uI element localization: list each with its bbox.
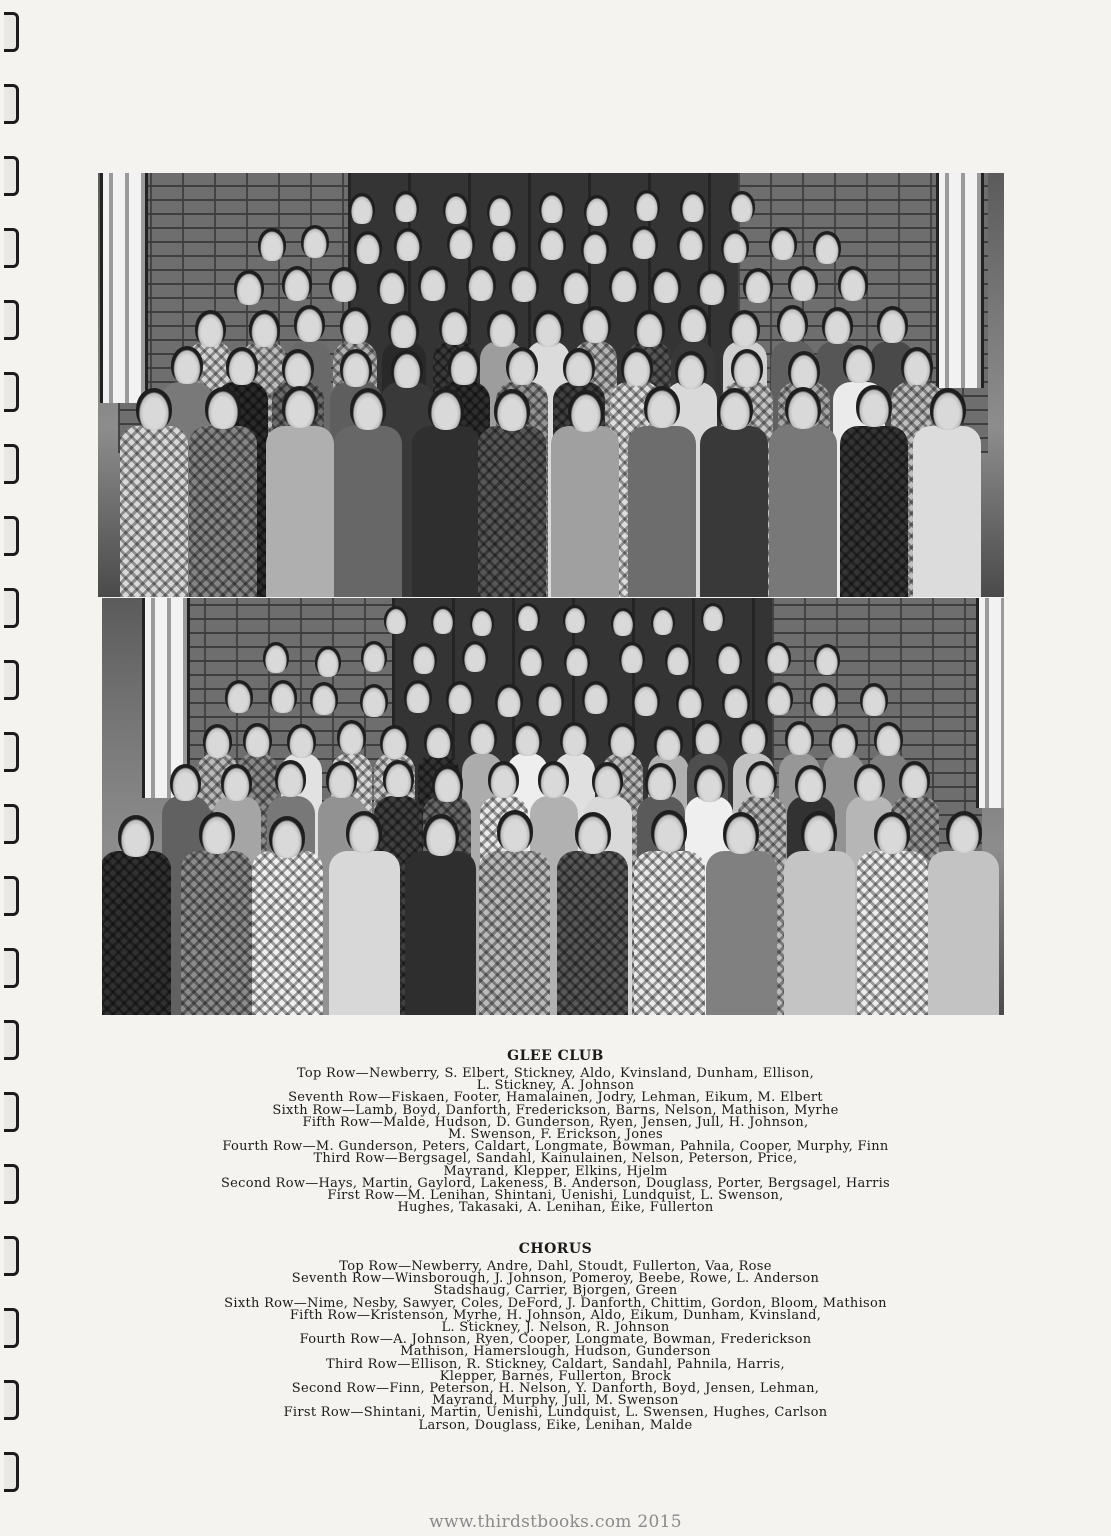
glee-club-photo xyxy=(98,173,1004,597)
person-head xyxy=(506,347,538,385)
person-head xyxy=(769,227,797,260)
person-head xyxy=(717,388,753,430)
person-head xyxy=(822,307,853,344)
person-head xyxy=(439,308,470,345)
person-head xyxy=(838,266,868,301)
binding-ring xyxy=(4,372,19,412)
person-head xyxy=(349,193,375,224)
person-head xyxy=(448,347,480,385)
person-head xyxy=(930,388,966,430)
person-head xyxy=(466,266,496,301)
person-head xyxy=(487,310,518,347)
person-head xyxy=(447,226,475,259)
person-head xyxy=(315,646,341,677)
person-head xyxy=(899,761,930,798)
person-head xyxy=(404,680,432,713)
person-head xyxy=(350,388,386,430)
caption-line: M. Swenson, F. Erickson, Jones xyxy=(447,1127,663,1143)
person-head xyxy=(513,722,542,756)
caption-line: Second Row—Finn, Peterson, H. Nelson, Y. Danforth, Boyd, Jensen, Lehman, xyxy=(291,1381,820,1397)
person-head xyxy=(765,682,793,715)
person-head xyxy=(234,270,264,305)
person-head xyxy=(170,764,201,801)
person-head xyxy=(743,268,773,303)
binding-ring xyxy=(4,444,19,484)
person-head xyxy=(118,815,154,857)
person-head xyxy=(509,267,539,302)
caption-line: Third Row—Bergsagel, Sandahl, Kainulainen, Nelson, Peterson, Price, xyxy=(313,1151,798,1167)
person-head xyxy=(901,347,933,385)
person-head xyxy=(199,812,235,854)
person-head xyxy=(539,192,565,223)
person-head xyxy=(701,603,725,631)
person-head xyxy=(394,228,422,261)
person-head xyxy=(575,812,611,854)
person-body xyxy=(405,851,476,1015)
person-head xyxy=(243,723,272,757)
person-head xyxy=(536,683,564,716)
person-head xyxy=(632,683,660,716)
person-body xyxy=(784,851,855,1015)
person-head xyxy=(258,228,286,261)
person-head xyxy=(380,725,409,759)
caption-line: Klepper, Barnes, Fullerton, Brock xyxy=(439,1368,672,1384)
person-head xyxy=(860,683,888,716)
binding-ring xyxy=(4,804,19,844)
person-head xyxy=(680,191,706,222)
person-head xyxy=(654,726,683,760)
person-head xyxy=(854,764,885,801)
person-head xyxy=(729,310,760,347)
person-head xyxy=(287,724,316,758)
person-head xyxy=(675,351,707,389)
person-head xyxy=(581,231,609,264)
person-head xyxy=(694,765,725,802)
person-head xyxy=(443,193,469,224)
binding-ring xyxy=(4,876,19,916)
person-head xyxy=(608,723,637,757)
caption-line: Third Row—Ellison, R. Stickney, Caldart, Sandahl, Pahnila, Harris, xyxy=(326,1356,785,1372)
person-head xyxy=(777,305,808,342)
person-body xyxy=(412,426,480,597)
person-head xyxy=(651,810,687,852)
person-head xyxy=(411,643,437,674)
person-head xyxy=(282,266,312,301)
person-head xyxy=(560,722,589,756)
caption-line: Hughes, Takasaki, A. Lenihan, Eike, Fullerton xyxy=(397,1200,714,1216)
chorus-photo xyxy=(102,598,1004,1015)
binding-ring xyxy=(4,12,19,52)
person-head xyxy=(203,724,232,758)
person-head xyxy=(205,387,241,429)
caption-line: Sixth Row—Lamb, Boyd, Danforth, Frederickson, Barns, Nelson, Mathison, Myrhe xyxy=(272,1102,839,1118)
person-head xyxy=(516,603,540,631)
person-head xyxy=(418,266,448,301)
caption-line: Top Row—Newberry, Andre, Dahl, Stoudt, Fullerton, Vaa, Rose xyxy=(339,1259,772,1274)
binding-ring xyxy=(4,1452,19,1492)
binding-ring xyxy=(4,228,19,268)
person-body xyxy=(700,426,768,597)
person-head xyxy=(814,644,840,675)
person-head xyxy=(630,226,658,259)
person-head xyxy=(538,227,566,260)
person-body xyxy=(329,851,400,1015)
person-head xyxy=(384,606,408,634)
binding-ring xyxy=(4,300,19,340)
person-head xyxy=(346,811,382,853)
person-body xyxy=(189,426,257,597)
person-head xyxy=(651,607,675,635)
person-head xyxy=(946,811,982,853)
person-head xyxy=(678,305,709,342)
person-head xyxy=(468,720,497,754)
person-head xyxy=(424,724,453,758)
person-head xyxy=(563,605,587,633)
binding-ring xyxy=(4,156,19,196)
chorus-title: CHORUS xyxy=(518,1241,593,1257)
person-head xyxy=(621,348,653,386)
person-body xyxy=(102,851,171,1015)
person-head xyxy=(813,231,841,264)
person-head xyxy=(225,680,253,713)
person-head xyxy=(518,645,544,676)
person-head xyxy=(533,310,564,347)
person-head xyxy=(337,720,366,754)
person-head xyxy=(428,388,464,430)
person-head xyxy=(221,764,252,801)
caption-line: Mathison, Hamerslough, Hudson, Gunderson xyxy=(400,1344,711,1360)
person-head xyxy=(497,810,533,852)
caption-line: Fourth Row—A. Johnson, Ryen, Cooper, Longmate, Bowman, Frederickson xyxy=(299,1332,812,1348)
person-head xyxy=(269,816,305,858)
person-head xyxy=(619,642,645,673)
person-head xyxy=(391,350,423,388)
caption-line: Fifth Row—Kristenson, Myrhe, H. Johnson, Aldo, Eikum, Dunham, Kvinsland, xyxy=(289,1307,822,1323)
caption-line: First Row—Shintani, Martin, Uenishi, Lundquist, L. Swensen, Hughes, Carlson xyxy=(283,1405,828,1421)
person-body xyxy=(634,851,705,1015)
person-head xyxy=(393,191,419,222)
person-body xyxy=(181,851,252,1015)
person-head xyxy=(716,643,742,674)
person-body xyxy=(120,426,188,597)
caption-line: Stadshaug, Carrier, Bjorgen, Green xyxy=(433,1283,678,1299)
person-body xyxy=(478,426,546,597)
caption-line: First Row—M. Lenihan, Shintani, Uenishi, Lundquist, L. Swenson, xyxy=(327,1188,784,1204)
caption-line: Fourth Row—M. Gunderson, Peters, Caldart, Longmate, Bowman, Pahnila, Cooper, Murphy, Finn xyxy=(222,1139,889,1155)
person-head xyxy=(301,225,329,258)
person-body xyxy=(266,426,334,597)
person-head xyxy=(538,761,569,798)
caption-line: Seventh Row—Winsborough, J. Johnson, Pomeroy, Beebe, Rowe, L. Anderson xyxy=(291,1271,820,1287)
person-head xyxy=(136,388,172,430)
person-head xyxy=(634,310,665,347)
caption-line: Sixth Row—Nime, Nesby, Sawyer, Coles, DeFord, J. Danforth, Chittim, Gordon, Bloom, Mathison xyxy=(224,1295,887,1311)
person-head xyxy=(490,228,518,261)
person-head xyxy=(488,761,519,798)
person-head xyxy=(874,812,910,854)
person-head xyxy=(592,762,623,799)
person-head xyxy=(697,270,727,305)
person-head xyxy=(801,811,837,853)
person-head xyxy=(665,644,691,675)
person-head xyxy=(487,195,513,226)
person-head xyxy=(609,267,639,302)
person-head xyxy=(269,680,297,713)
person-head xyxy=(326,761,357,798)
person-head xyxy=(462,641,488,672)
person-head xyxy=(746,761,777,798)
person-head xyxy=(563,348,595,386)
person-body xyxy=(334,426,402,597)
person-head xyxy=(275,760,306,797)
glee-club-title: GLEE CLUB xyxy=(507,1048,604,1064)
caption-line: L. Stickney, J. Nelson, R. Johnson xyxy=(441,1320,670,1336)
person-head xyxy=(360,684,388,717)
person-head xyxy=(785,387,821,429)
caption-line: Mayrand, Murphy, Jull, M. Swenson xyxy=(432,1393,679,1409)
caption-line: Top Row—Newberry, S. Elbert, Stickney, Aldo, Kvinsland, Dunham, Ellison, xyxy=(296,1066,815,1081)
person-head xyxy=(739,720,768,754)
person-body xyxy=(479,851,550,1015)
binding-ring xyxy=(4,588,19,628)
caption-line: L. Stickney, A. Johnson xyxy=(476,1078,635,1094)
footer-watermark: www.thirdstbooks.com 2015 xyxy=(429,1512,682,1532)
person-head xyxy=(584,195,610,226)
binding-ring xyxy=(4,948,19,988)
person-head xyxy=(329,267,359,302)
person-head xyxy=(354,231,382,264)
person-head xyxy=(877,306,908,343)
person-body xyxy=(557,851,628,1015)
person-head xyxy=(785,721,814,755)
person-head xyxy=(195,310,226,347)
person-head xyxy=(446,681,474,714)
person-head xyxy=(765,642,791,673)
group-crowd xyxy=(98,173,1004,597)
person-head xyxy=(263,642,289,673)
binding-ring xyxy=(4,516,19,556)
person-head xyxy=(723,812,759,854)
person-head xyxy=(388,311,419,348)
person-head xyxy=(432,765,463,802)
person-head xyxy=(634,190,660,221)
binding-ring xyxy=(4,732,19,772)
person-head xyxy=(377,269,407,304)
person-body xyxy=(551,426,619,597)
person-head xyxy=(731,349,763,387)
glee-club-caption xyxy=(0,1047,1111,1214)
caption-line: Larson, Douglass, Eike, Lenihan, Malde xyxy=(418,1417,693,1433)
person-head xyxy=(470,608,494,636)
person-head xyxy=(282,386,318,428)
person-head xyxy=(810,683,838,716)
person-body xyxy=(857,851,928,1015)
person-head xyxy=(677,227,705,260)
person-body xyxy=(706,851,777,1015)
caption-line: Second Row—Hays, Martin, Gaylord, Lakeness, B. Anderson, Douglass, Porter, Bergsagel, Harris xyxy=(220,1175,891,1191)
person-head xyxy=(340,307,371,344)
person-head xyxy=(431,606,455,634)
caption-line: Mayrand, Klepper, Elkins, Hjelm xyxy=(443,1163,668,1179)
person-head xyxy=(874,722,903,756)
chorus-caption xyxy=(0,1240,1111,1432)
person-head xyxy=(340,349,372,387)
person-head xyxy=(568,390,604,432)
person-head xyxy=(795,765,826,802)
person-head xyxy=(582,681,610,714)
person-head xyxy=(856,385,892,427)
person-body xyxy=(840,426,908,597)
caption-line: Fifth Row—Malde, Hudson, D. Gunderson, Ryen, Jensen, Jull, H. Johnson, xyxy=(302,1114,809,1130)
person-head xyxy=(423,814,459,856)
person-head xyxy=(651,268,681,303)
person-head xyxy=(693,720,722,754)
binding-ring xyxy=(4,660,19,700)
person-head xyxy=(729,191,755,222)
person-head xyxy=(611,608,635,636)
person-head xyxy=(495,684,523,717)
person-head xyxy=(721,230,749,263)
person-body xyxy=(769,426,837,597)
person-head xyxy=(294,305,325,342)
person-body xyxy=(628,426,696,597)
person-head xyxy=(494,389,530,431)
binding-ring xyxy=(4,84,19,124)
person-head xyxy=(843,345,875,383)
person-head xyxy=(310,682,338,715)
person-body xyxy=(928,851,999,1015)
person-head xyxy=(829,724,858,758)
person-head xyxy=(722,685,750,718)
person-head xyxy=(282,349,314,387)
person-head xyxy=(644,386,680,428)
person-head xyxy=(564,645,590,676)
person-head xyxy=(226,347,258,385)
person-body xyxy=(252,851,323,1015)
caption-line: Seventh Row—Fiskaen, Footer, Hamalainen, Jodry, Lehman, Eikum, M. Elbert xyxy=(288,1090,823,1106)
group-crowd xyxy=(102,598,1004,1015)
person-head xyxy=(645,763,676,800)
person-head xyxy=(249,310,280,347)
person-head xyxy=(676,685,704,718)
person-body xyxy=(913,426,981,597)
person-head xyxy=(171,346,203,384)
person-head xyxy=(788,351,820,389)
person-head xyxy=(361,641,387,672)
person-head xyxy=(383,760,414,797)
person-head xyxy=(580,306,611,343)
person-head xyxy=(561,269,591,304)
person-head xyxy=(788,266,818,301)
